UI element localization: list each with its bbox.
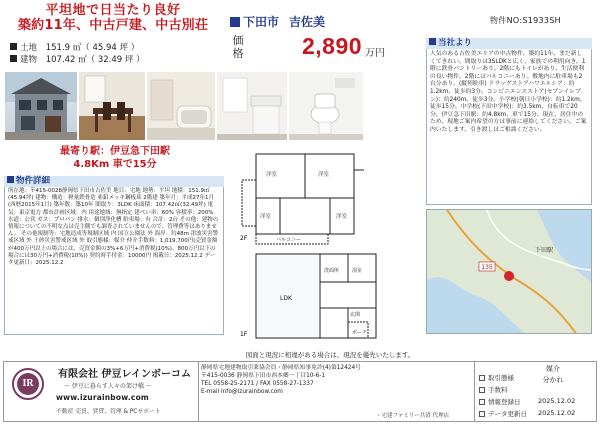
- land-label: 土地: [20, 43, 38, 53]
- floor2-label: 2F: [240, 235, 248, 242]
- bullet-square-icon: [230, 17, 240, 27]
- address-line: 〒415-0036 静岡県下田市西本郷一丁目10-6-1: [201, 373, 326, 379]
- company-tagline: ～ 伊豆に暮らす人々の架け橋 ～: [64, 383, 152, 390]
- points-title-text: 当社より: [438, 38, 473, 48]
- room1-3: 玄関: [350, 312, 361, 318]
- check-label-3: データ更新日: [488, 410, 527, 418]
- checkbox-icon: [479, 375, 485, 381]
- update-date: 2025.12.02: [538, 409, 576, 417]
- details-body: 所在地：〒415-0028静岡県下田市吉佐美 地目：宅地 地勢：平坦 地積：151.9㎡(45.94坪) 建物：構造：軽量鉄骨造 亜鉛メッキ鋼板葺 2階建 築年月：平成27年1月(西暦2015年1月) 築年数：築10年 間取り：3LDK 床面積：107.42㎡(32.49坪) 電気：東京電力 都市計画区域：内 用途地域：無指定 建ぺい率：60% 容積率：200% 水道：公営 ガス：プロパン 排水：個別浄化槽 駐車場：有 合計：2台 その他：建物の情報についての不明な点は売主側でも調査されていませんので、管理費等はありません。 その他規制等：宅地造成等規制区域 内 国立公園法 外 海岸：約48m 津波災害警戒区域 外 土砂災害警戒区域 外 取引態様：媒介 仲介手数料：1,019,700円(売買金額が400万円以上の場合には、売買金額の3%+6万円+消費税(10%)、800万円以下の場合には30万円+消費税(10%)) 契約時手付金：10000円 掲載日：2025.12.2 データ更新日：2025.12.2: [4, 187, 224, 335]
- property-number: 物件NO:S1933SH: [490, 16, 561, 25]
- room1-0: LDK: [280, 295, 292, 302]
- company-url[interactable]: www.izurainbow.com: [56, 393, 149, 402]
- washroom-photo: [217, 72, 287, 140]
- check-row-1: [479, 385, 508, 394]
- price-label: 価格: [232, 34, 244, 60]
- bullet-square-icon: [429, 38, 436, 45]
- nearest-station: [5, 145, 225, 171]
- room1-1: 洗面所: [324, 268, 340, 274]
- company-business: 不動産 売買、賃貸、管理 & PCサポート: [56, 409, 161, 415]
- building-value: 107.42 ㎡（ 32.49 坪 ）: [45, 55, 145, 65]
- map-drawing: [427, 210, 592, 334]
- checkbox-icon: [479, 399, 485, 405]
- license-line: 静岡県宅地建物取引業協会員・静岡県知事免許(4)第12424号: [201, 365, 361, 371]
- location-city: 下田市: [243, 15, 280, 29]
- details-title: [4, 176, 224, 187]
- check-label-1: 手数料: [488, 386, 508, 394]
- room2-4: バルコニー: [276, 237, 302, 243]
- transaction-type-label: 媒介: [546, 365, 560, 373]
- price-unit: 万円: [365, 48, 385, 59]
- headline-line1: 平坦地で日当たり良好: [45, 3, 181, 18]
- logo-mark: IR: [17, 373, 39, 395]
- check-label-0: 取引態様: [488, 374, 514, 382]
- land-value: 151.9 ㎡（ 45.94 坪 ）: [45, 43, 140, 53]
- company-name: 有限会社 伊豆レインボーコム: [58, 369, 191, 380]
- check-row-3: [479, 409, 527, 418]
- check-label-2: 情報登録日: [488, 398, 521, 406]
- location: [230, 13, 325, 30]
- building-area: [10, 53, 145, 65]
- floor-plan-2f: [242, 154, 364, 244]
- location-map: [426, 209, 592, 334]
- room2-1: 洋室: [318, 172, 330, 178]
- company-logo: [12, 368, 44, 400]
- land-area: [10, 41, 139, 53]
- building-label: 建物: [20, 55, 38, 65]
- email-line[interactable]: E-mail info@izurainbow.com: [201, 389, 283, 395]
- checkbox-icon: [479, 411, 485, 417]
- checkbox-icon: [479, 387, 485, 393]
- floor-plan: [236, 150, 424, 346]
- details-title-text: 物件詳細: [16, 176, 51, 186]
- map-route-label: 135: [481, 264, 493, 271]
- floor1-label: 1F: [240, 331, 248, 338]
- room2-3: 洋室: [336, 214, 348, 220]
- bathroom-photo: [147, 72, 215, 140]
- location-town: 吉佐美: [289, 15, 326, 29]
- station-line1: 最寄り駅：伊豆急下田駅: [60, 146, 170, 157]
- points-title: [426, 38, 592, 49]
- toilet-photo: [289, 72, 363, 140]
- exterior-photo: [5, 72, 77, 140]
- check-row-0: [479, 373, 514, 382]
- room2-2: 洋室: [260, 214, 272, 220]
- check-row-2: [479, 397, 521, 406]
- floor-plan-drawing: [236, 150, 424, 346]
- company-license: [201, 364, 361, 396]
- bullet-square-icon: [10, 43, 17, 50]
- headline: [4, 3, 222, 33]
- transaction-type-value: 分かれ: [542, 376, 564, 384]
- map-pin-icon: [504, 271, 514, 281]
- tel-fax-line: TEL 0558-25-2171 / FAX 0558-27-1337: [201, 381, 314, 387]
- headline-line2: 築約11年、中古戸建、中古別荘: [17, 18, 209, 33]
- registration-date: 2025.12.02: [538, 397, 576, 405]
- room1-2: 浴室: [352, 268, 363, 274]
- price-value: 2,890: [302, 33, 363, 59]
- points-body: 人気のある吉佐美エリアの中古物件。築約11年、まだ新しくてきれい。間取りは3SLDKと広く、家族での利用向き。1階に鉄骨パントリーあり。2階にもトイレがあり、生活便利の良い物件。2階にはバルコニーあり。敷地内に駐車場も2台分あり。(縦列駐車) ドラッグストアハワエルシア：約1.2km、徒歩約3分。コンビニエンスストア(セブンイレブン)：約240m、徒歩3分。小学校(朝日小学校)：約1.2km、徒歩15分。中学校(下田中学校)：約3.5km、自転車で20分。伊豆急下田駅：約4.8km、車で15分。現在、居住中のため、現地ご案内希望の方は事前に連絡してください。ご案内いたします。引き渡しはご相談ください。: [426, 49, 592, 205]
- dining-photo: [79, 72, 145, 140]
- floor-plan-note: 図面と現況に相違がある場合は、現況を優先いたします。: [245, 351, 415, 359]
- station-line2: 4.8Km 車で15分: [73, 159, 157, 170]
- bullet-square-icon: [7, 176, 14, 183]
- map-station-label: 下田駅: [535, 247, 554, 254]
- bullet-square-icon: [10, 55, 17, 62]
- association-note: ・宅建ファミリー共済 代理店: [376, 413, 450, 419]
- room2-0: 洋室: [266, 172, 278, 178]
- room1-4: ポーチ: [352, 330, 368, 336]
